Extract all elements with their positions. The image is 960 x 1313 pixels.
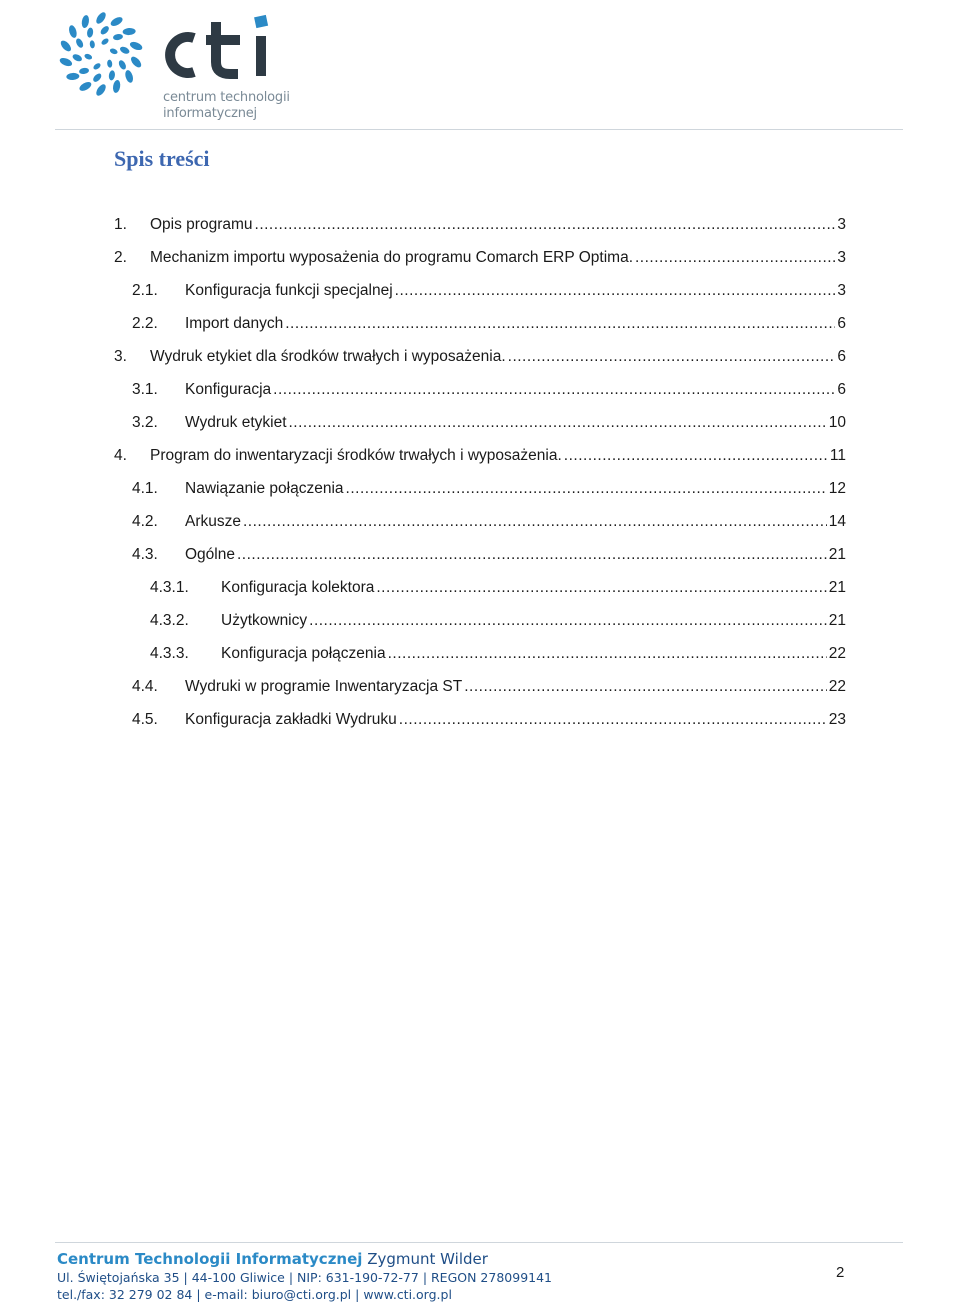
- toc-entry[interactable]: [132, 678, 846, 702]
- toc-entry-leader: [399, 711, 827, 729]
- toc-entry-page: 23: [828, 711, 846, 728]
- toc-entry-number: 4.4.: [132, 678, 158, 695]
- toc-entry-leader: [237, 546, 827, 564]
- toc-entry-leader: [388, 645, 827, 663]
- toc-entry-label: Mechanizm importu wyposażenia do programu Comarch ERP Optima.: [150, 249, 633, 266]
- page-footer: [57, 1250, 552, 1302]
- toc-entry-leader: [285, 315, 835, 333]
- toc-entry-number: 4.: [114, 447, 127, 464]
- toc-entry-label: Konfiguracja połączenia: [221, 645, 386, 662]
- toc-entry-page: 21: [828, 546, 846, 563]
- toc-entry-page: 12: [828, 480, 846, 497]
- toc-entry-number: 4.3.2.: [150, 612, 189, 629]
- toc-entry-leader: [243, 513, 827, 531]
- toc-entry-page: 6: [837, 348, 846, 365]
- toc-entry-page: 10: [828, 414, 846, 431]
- toc-entry-number: 2.2.: [132, 315, 158, 332]
- toc-entry-label: Ogólne: [185, 546, 235, 563]
- logo-subtitle-line2: informatycznej: [163, 106, 257, 121]
- toc-entry[interactable]: [132, 282, 846, 306]
- toc-entry-page: 21: [828, 579, 846, 596]
- toc-entry-label: Wydruk etykiet: [185, 414, 287, 431]
- toc-entry-label: Import danych: [185, 315, 284, 332]
- toc-entry-label: Konfiguracja: [185, 381, 272, 398]
- toc-entry-number: 2.1.: [132, 282, 158, 299]
- toc-entry-leader: [395, 282, 836, 300]
- toc-entry-page: 6: [837, 381, 846, 398]
- toc-entry-page: 11: [829, 447, 846, 464]
- toc-entry-number: 3.2.: [132, 414, 158, 431]
- toc-entry-page: 22: [828, 678, 846, 695]
- footer-company-name: Centrum Technologii Informatycznej: [57, 1250, 363, 1268]
- toc-entry-number: 4.2.: [132, 513, 158, 530]
- toc-entry-number: 3.1.: [132, 381, 158, 398]
- toc-entry-leader: [508, 348, 836, 366]
- toc-entry-leader: [564, 447, 828, 465]
- toc-entry-number: 4.3.: [132, 546, 158, 563]
- toc-entry-label: Wydruk etykiet dla środków trwałych i wyposażenia.: [150, 348, 506, 365]
- toc-entry-page: 3: [837, 249, 846, 266]
- toc-entry-leader: [464, 678, 827, 696]
- toc-entry[interactable]: [114, 348, 846, 372]
- toc-entry-number: 4.1.: [132, 480, 158, 497]
- toc-entry-leader: [273, 381, 835, 399]
- toc-entry[interactable]: [132, 711, 846, 735]
- toc-entry-number: 2.: [114, 249, 127, 266]
- toc-entry-leader: [346, 480, 827, 498]
- toc-entry-number: 4.3.1.: [150, 579, 189, 596]
- toc-entry-number: 1.: [114, 216, 127, 233]
- toc-entry-label: Konfiguracja zakładki Wydruku: [185, 711, 397, 728]
- toc-entry[interactable]: [132, 513, 846, 537]
- footer-address: Ul. Świętojańska 35 | 44-100 Gliwice | NIP: 631-190-72-77 | REGON 278099141: [57, 1270, 553, 1285]
- toc-entry[interactable]: [150, 612, 846, 636]
- footer-divider: [55, 1242, 903, 1243]
- toc-entry[interactable]: [150, 579, 846, 603]
- toc-entry-label: Arkusze: [185, 513, 241, 530]
- toc-entry-label: Użytkownicy: [221, 612, 308, 629]
- toc-entry-label: Nawiązanie połączenia: [185, 480, 344, 497]
- toc-entry-label: Opis programu: [150, 216, 253, 233]
- toc-entry-label: Konfiguracja funkcji specjalnej: [185, 282, 393, 299]
- toc-entry-number: 3.: [114, 348, 127, 365]
- toc-entry-leader: [635, 249, 835, 267]
- footer-company-owner: Zygmunt Wilder: [367, 1250, 488, 1268]
- toc-entry-page: 14: [828, 513, 846, 530]
- page-number: 2: [836, 1264, 845, 1281]
- toc-entry[interactable]: [132, 546, 846, 570]
- toc-entry[interactable]: [150, 645, 846, 669]
- toc-entry-label: Konfiguracja kolektora: [221, 579, 375, 596]
- toc-entry-leader: [309, 612, 827, 630]
- toc-entry-page: 3: [837, 216, 846, 233]
- toc-entry-leader: [376, 579, 826, 597]
- page-header: [0, 0, 960, 132]
- toc-title: Spis treści: [114, 146, 210, 171]
- toc-entry[interactable]: [114, 447, 846, 471]
- footer-company: [57, 1250, 552, 1268]
- toc-entry-page: 6: [837, 315, 846, 332]
- footer-contact: tel./fax: 32 279 02 84 | e-mail: biuro@cti.org.pl | www.cti.org.pl: [57, 1287, 452, 1302]
- toc-entry[interactable]: [132, 315, 846, 339]
- toc-entry-page: 22: [828, 645, 846, 662]
- toc-entry-page: 3: [837, 282, 846, 299]
- toc-entry-label: Wydruki w programie Inwentaryzacja ST: [185, 678, 463, 695]
- header-divider: [55, 129, 903, 130]
- toc-entry-leader: [255, 216, 836, 234]
- toc-entry-leader: [289, 414, 827, 432]
- toc-entry[interactable]: [132, 414, 846, 438]
- cti-logo-icon: [55, 8, 147, 100]
- logo-subtitle-line1: centrum technologii: [163, 90, 290, 105]
- toc-entry-label: Program do inwentaryzacji środków trwałych i wyposażenia.: [150, 447, 562, 464]
- toc-entry-page: 21: [828, 612, 846, 629]
- toc-entry[interactable]: [132, 480, 846, 504]
- toc-entry[interactable]: [132, 381, 846, 405]
- toc-entry[interactable]: [114, 249, 846, 273]
- toc-entry-number: 4.3.3.: [150, 645, 189, 662]
- toc-entry-number: 4.5.: [132, 711, 158, 728]
- toc-entry[interactable]: [114, 216, 846, 240]
- cti-wordmark: [160, 10, 280, 90]
